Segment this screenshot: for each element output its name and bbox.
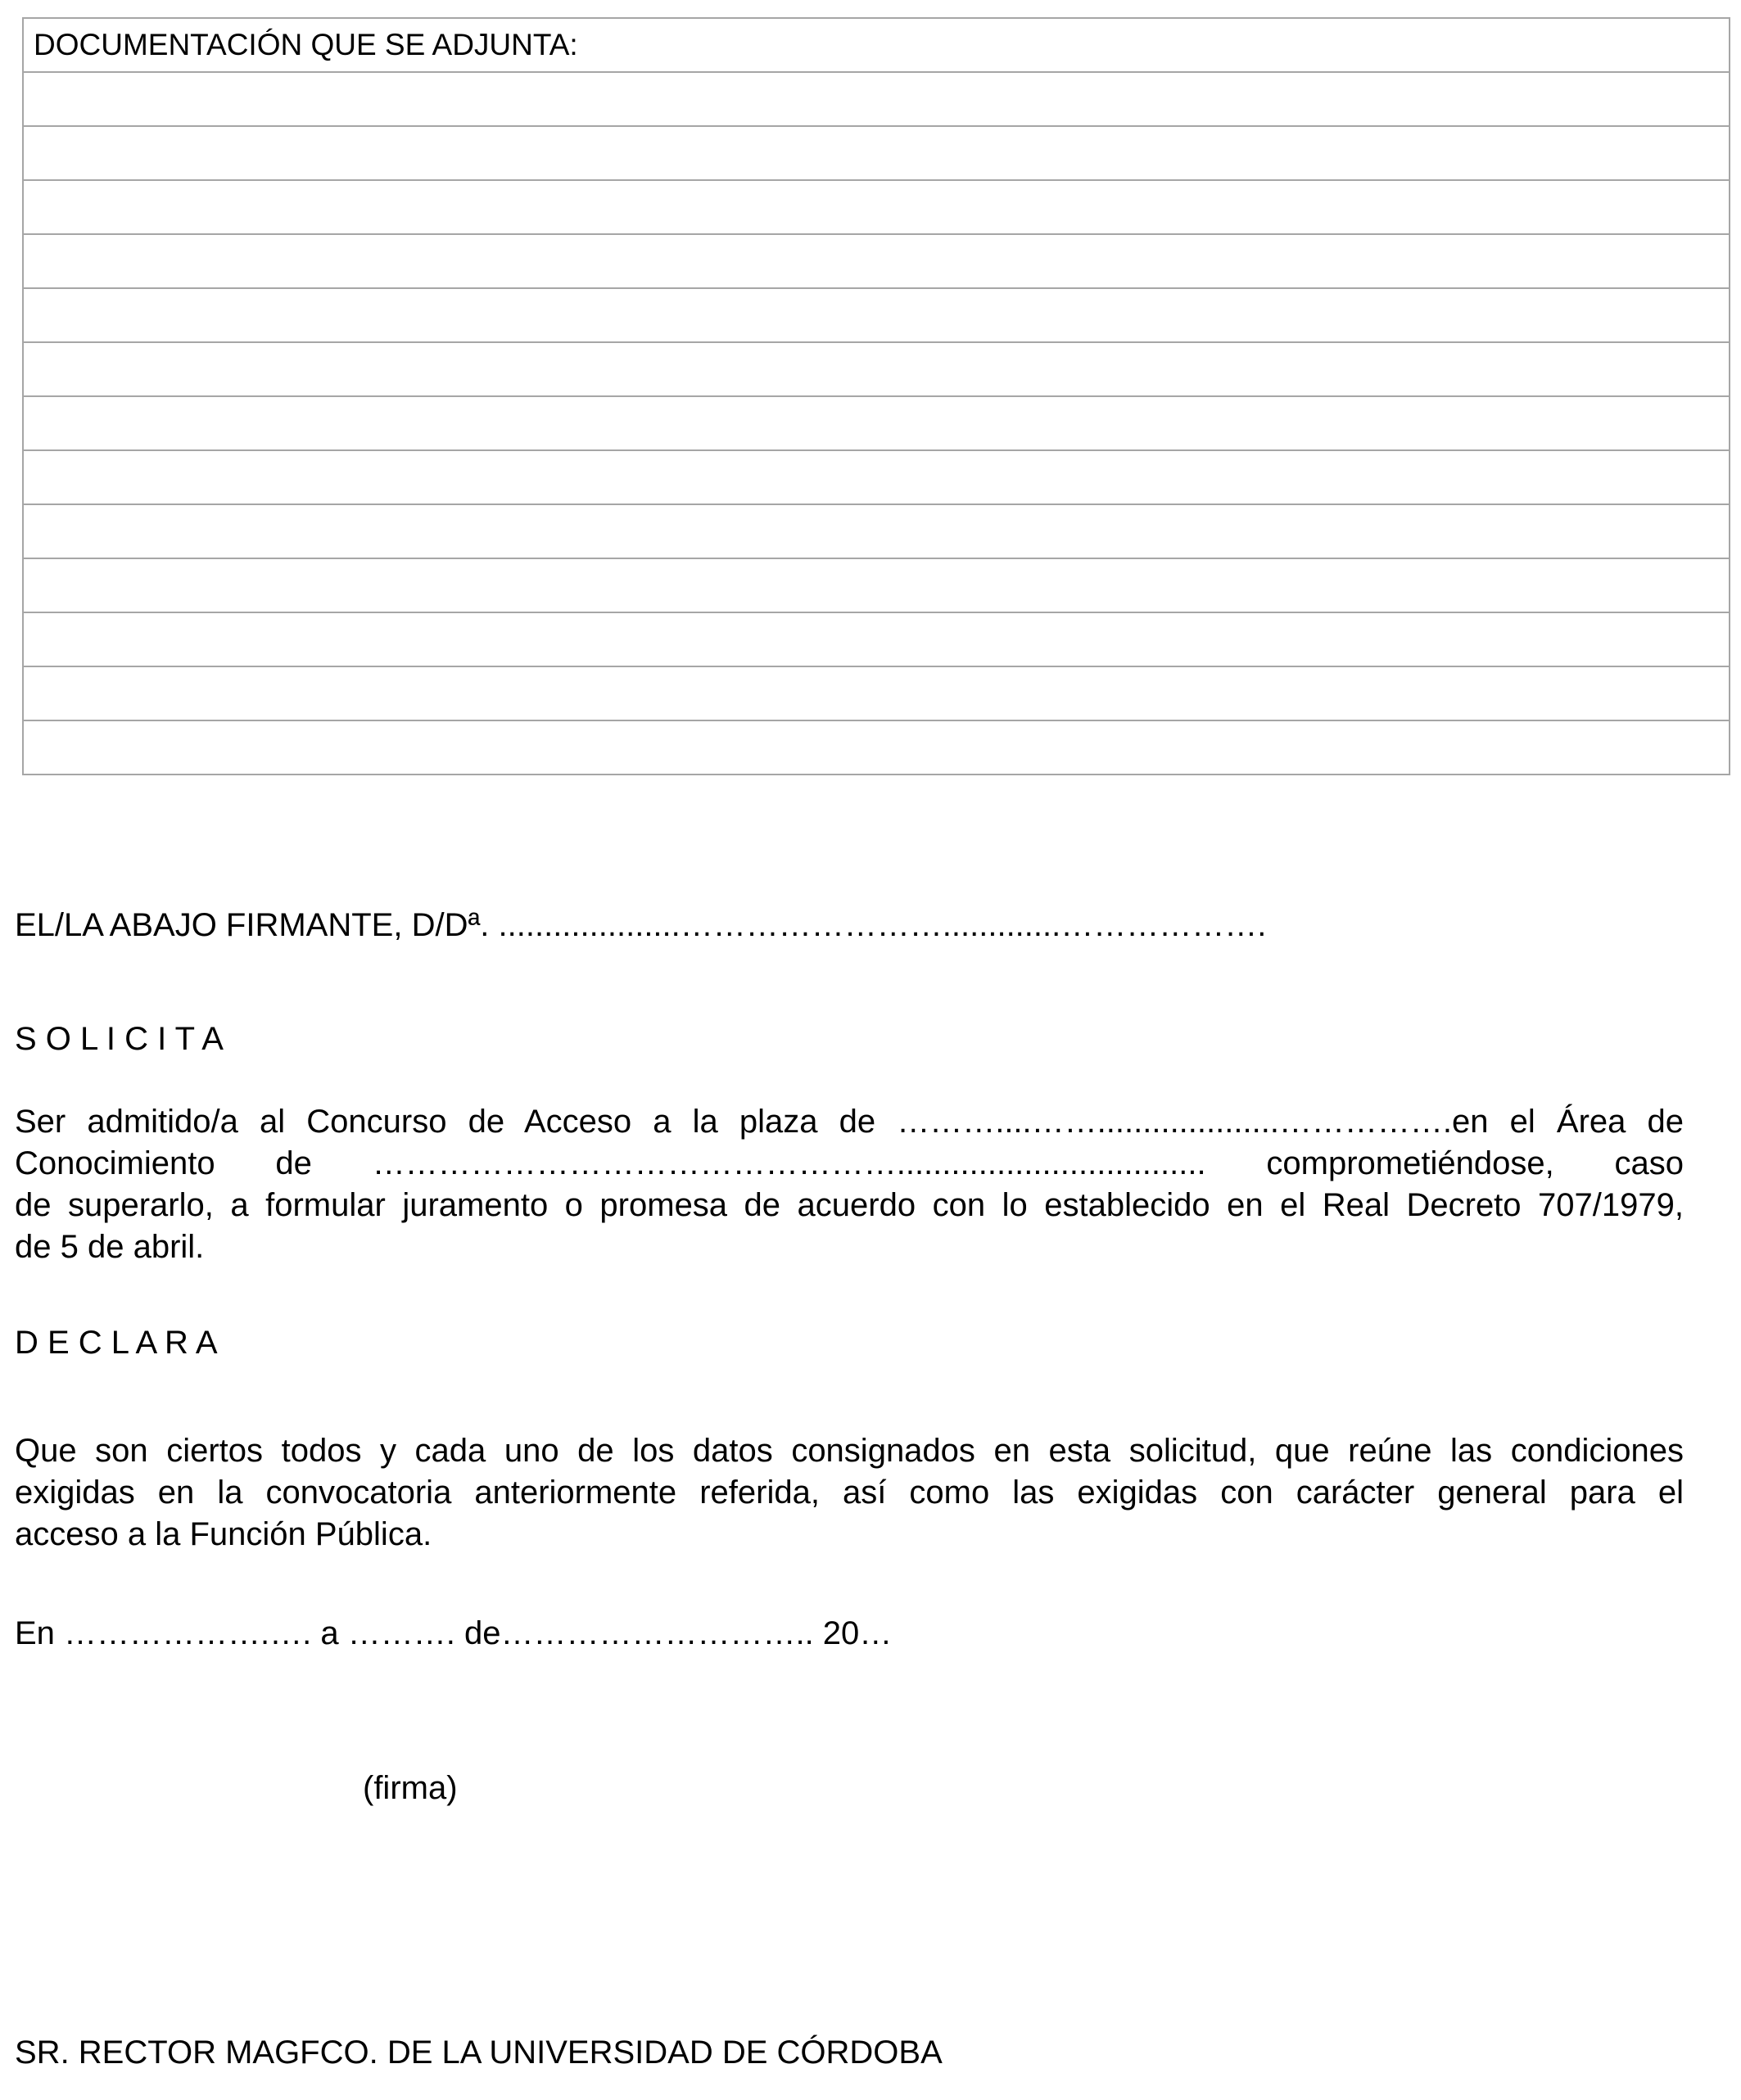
documentation-row[interactable] [23,234,1730,288]
solicita-paragraph [15,1101,1684,1268]
documentation-cell[interactable] [23,504,1730,558]
documentation-row[interactable] [23,612,1730,666]
place-date-line: En ……………….…. a ………. de……………………….. 20… [15,1615,893,1651]
documentation-cell[interactable] [23,342,1730,396]
solicita-line: Ser admitido/a al Concurso de Acceso a la plaza de ………....……....................…………….en el Área de [15,1104,1684,1140]
documentation-header: DOCUMENTACIÓN QUE SE ADJUNTA: [23,18,1730,72]
declara-line: acceso a la Función Pública. [15,1516,432,1552]
declara-heading: D E C L A R A [15,1325,218,1361]
solicita-line: de superarlo, a formular juramento o promesa de acuerdo con lo establecido en el Real Decreto 707/1979, [15,1187,1684,1223]
documentation-cell[interactable] [23,288,1730,342]
documentation-cell[interactable] [23,72,1730,126]
solicita-line: de 5 de abril. [15,1229,205,1265]
documentation-row[interactable] [23,666,1730,720]
solicita-line: Conocimiento de ………………………………………….................................. comprometiéndose, caso [15,1145,1684,1181]
documentation-cell[interactable] [23,180,1730,234]
addressee: SR. RECTOR MAGFCO. DE LA UNIVERSIDAD DE CÓRDOBA [15,2035,943,2071]
signer-line: EL/LA ABAJO FIRMANTE, D/Dª. ....................…………………….............………………. [15,907,1267,943]
documentation-row[interactable] [23,72,1730,126]
documentation-row[interactable] [23,126,1730,180]
documentation-row[interactable] [23,396,1730,450]
documentation-row[interactable] [23,558,1730,612]
documentation-row[interactable] [23,450,1730,504]
documentation-cell[interactable] [23,450,1730,504]
documentation-header-row [23,18,1730,72]
documentation-table [22,17,1730,775]
documentation-row[interactable] [23,342,1730,396]
documentation-cell[interactable] [23,720,1730,775]
documentation-cell[interactable] [23,396,1730,450]
signature-label: (firma) [363,1770,458,1806]
declara-line: Que son ciertos todos y cada uno de los datos consignados en esta solicitud, que reúne las condiciones [15,1433,1684,1469]
documentation-cell[interactable] [23,234,1730,288]
declara-line: exigidas en la convocatoria anteriormente referida, así como las exigidas con carácter general para el [15,1475,1684,1511]
documentation-row[interactable] [23,504,1730,558]
documentation-cell[interactable] [23,126,1730,180]
documentation-row[interactable] [23,720,1730,775]
declara-paragraph [15,1430,1684,1556]
documentation-row[interactable] [23,180,1730,234]
documentation-row[interactable] [23,288,1730,342]
documentation-cell[interactable] [23,666,1730,720]
solicita-heading: S O L I C I T A [15,1021,224,1057]
documentation-cell[interactable] [23,612,1730,666]
documentation-cell[interactable] [23,558,1730,612]
